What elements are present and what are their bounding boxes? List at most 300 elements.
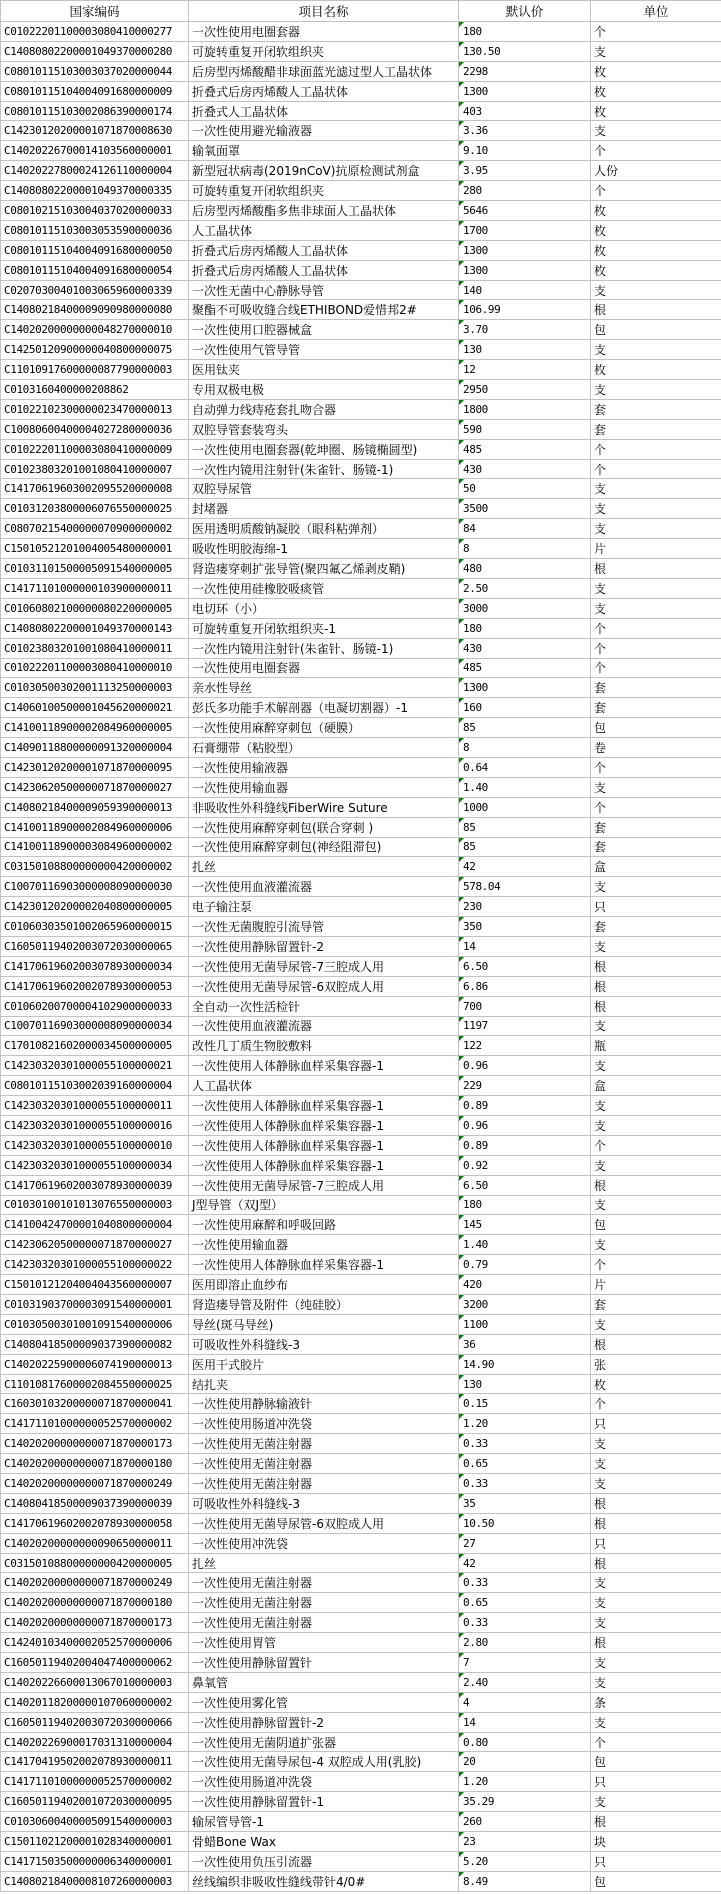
unit-cell[interactable]: 枚 — [591, 220, 721, 240]
name-cell[interactable]: 一次性使用口腔器械盒 — [189, 320, 459, 340]
unit-cell[interactable]: 只 — [591, 1533, 721, 1553]
default-price-cell[interactable] — [459, 181, 591, 201]
code-cell[interactable]: C01022201100003080410000010 — [1, 658, 189, 678]
name-cell[interactable]: 一次性使用无菌导尿管-6双腔成人用 — [189, 1513, 459, 1533]
code-cell[interactable]: C14230120200001071870008630 — [1, 121, 189, 141]
column-header-unit[interactable]: 单位 — [591, 1, 721, 22]
unit-cell[interactable]: 根 — [591, 976, 721, 996]
unit-cell[interactable]: 个 — [591, 638, 721, 658]
default-price-cell[interactable] — [459, 1513, 591, 1533]
default-price-cell[interactable] — [459, 1553, 591, 1573]
code-cell[interactable]: C14170619602003078930000034 — [1, 956, 189, 976]
name-cell[interactable]: 一次性使用麻醉穿刺包(联合穿刺 ) — [189, 817, 459, 837]
name-cell[interactable]: 医用钛夹 — [189, 360, 459, 380]
name-cell[interactable]: 电切环（小） — [189, 598, 459, 618]
unit-cell[interactable]: 个 — [591, 1135, 721, 1155]
unit-cell[interactable]: 枚 — [591, 240, 721, 260]
name-cell[interactable]: 新型冠状病毒(2019nCoV)抗原检测试剂盒 — [189, 161, 459, 181]
code-cell[interactable]: C14020200000000090650000011 — [1, 1533, 189, 1553]
unit-cell[interactable]: 套 — [591, 837, 721, 857]
code-cell[interactable]: C14090118800000091320000004 — [1, 738, 189, 758]
unit-cell[interactable]: 支 — [591, 1474, 721, 1494]
default-price-cell[interactable] — [459, 1215, 591, 1235]
default-price-cell[interactable] — [459, 638, 591, 658]
unit-cell[interactable]: 支 — [591, 479, 721, 499]
default-price-cell[interactable] — [459, 658, 591, 678]
default-price-cell[interactable] — [459, 439, 591, 459]
default-price-cell[interactable] — [459, 1235, 591, 1255]
default-price-cell[interactable] — [459, 837, 591, 857]
unit-cell[interactable]: 支 — [591, 1115, 721, 1135]
default-price-cell[interactable] — [459, 1354, 591, 1374]
unit-cell[interactable]: 支 — [591, 1434, 721, 1454]
unit-cell[interactable]: 个 — [591, 1732, 721, 1752]
name-cell[interactable]: 肾造瘘穿刺扩张导管(聚四氟乙烯剥皮鞘) — [189, 559, 459, 579]
code-cell[interactable]: C01030100101013076550000003 — [1, 1195, 189, 1215]
unit-cell[interactable]: 套 — [591, 917, 721, 937]
unit-cell[interactable]: 套 — [591, 817, 721, 837]
name-cell[interactable]: 彭氏多功能手术解剖器（电凝切割器）-1 — [189, 698, 459, 718]
name-cell[interactable]: 双腔导管套装弯头 — [189, 419, 459, 439]
unit-cell[interactable]: 支 — [591, 499, 721, 519]
code-cell[interactable]: C03150108800000000420000005 — [1, 1553, 189, 1573]
name-cell[interactable]: 后房型丙烯酸酯多焦非球面人工晶状体 — [189, 201, 459, 221]
code-cell[interactable]: C14171101000000103900000011 — [1, 578, 189, 598]
default-price-cell[interactable] — [459, 1672, 591, 1692]
code-cell[interactable]: C14100118900002084960000006 — [1, 817, 189, 837]
name-cell[interactable]: 一次性无菌中心静脉导管 — [189, 280, 459, 300]
code-cell[interactable]: C17010821602000034500000005 — [1, 1036, 189, 1056]
name-cell[interactable]: 自动弹力线痔疮套扎吻合器 — [189, 399, 459, 419]
default-price-cell[interactable] — [459, 22, 591, 42]
code-cell[interactable]: C01023803201001080410000011 — [1, 638, 189, 658]
unit-cell[interactable]: 根 — [591, 1513, 721, 1533]
code-cell[interactable]: C14080218400008107260000003 — [1, 1871, 189, 1891]
unit-cell[interactable]: 支 — [591, 1235, 721, 1255]
default-price-cell[interactable] — [459, 1792, 591, 1812]
unit-cell[interactable]: 支 — [591, 1653, 721, 1673]
code-cell[interactable]: C14020226700014103560000001 — [1, 141, 189, 161]
unit-cell[interactable]: 套 — [591, 698, 721, 718]
unit-cell[interactable]: 支 — [591, 1155, 721, 1175]
name-cell[interactable]: 一次性使用输血器 — [189, 1235, 459, 1255]
unit-cell[interactable]: 枚 — [591, 61, 721, 81]
code-cell[interactable]: C08010115104004091680000054 — [1, 260, 189, 280]
name-cell[interactable]: J型导管（双J型） — [189, 1195, 459, 1215]
default-price-cell[interactable] — [459, 976, 591, 996]
unit-cell[interactable]: 只 — [591, 1772, 721, 1792]
code-cell[interactable]: C16050119402003072030000065 — [1, 936, 189, 956]
name-cell[interactable]: 一次性使用冲洗袋 — [189, 1533, 459, 1553]
default-price-cell[interactable] — [459, 399, 591, 419]
default-price-cell[interactable] — [459, 1832, 591, 1852]
default-price-cell[interactable] — [459, 1454, 591, 1474]
code-cell[interactable]: C14020226900017031310000004 — [1, 1732, 189, 1752]
unit-cell[interactable]: 卷 — [591, 738, 721, 758]
code-cell[interactable]: C08010115104004091680000009 — [1, 81, 189, 101]
unit-cell[interactable]: 支 — [591, 280, 721, 300]
name-cell[interactable]: 扎丝 — [189, 1553, 459, 1573]
code-cell[interactable]: C01022201100003080410000009 — [1, 439, 189, 459]
code-cell[interactable]: C08070215400000070900000002 — [1, 519, 189, 539]
default-price-cell[interactable] — [459, 857, 591, 877]
name-cell[interactable]: 石膏绷带（粘胶型） — [189, 738, 459, 758]
unit-cell[interactable]: 张 — [591, 1354, 721, 1374]
code-cell[interactable]: C0103160400000208862 — [1, 380, 189, 400]
unit-cell[interactable]: 支 — [591, 1454, 721, 1474]
unit-cell[interactable]: 包 — [591, 718, 721, 738]
default-price-cell[interactable] — [459, 1434, 591, 1454]
unit-cell[interactable]: 支 — [591, 519, 721, 539]
unit-cell[interactable]: 只 — [591, 897, 721, 917]
name-cell[interactable]: 双腔导尿管 — [189, 479, 459, 499]
default-price-cell[interactable] — [459, 1036, 591, 1056]
unit-cell[interactable]: 盒 — [591, 857, 721, 877]
unit-cell[interactable]: 支 — [591, 877, 721, 897]
unit-cell[interactable]: 包 — [591, 1752, 721, 1772]
name-cell[interactable]: 一次性使用胃管 — [189, 1633, 459, 1653]
name-cell[interactable]: 一次性无菌腹腔引流导管 — [189, 917, 459, 937]
default-price-cell[interactable] — [459, 1135, 591, 1155]
default-price-cell[interactable] — [459, 360, 591, 380]
code-cell[interactable]: C15010121204004043560000007 — [1, 1275, 189, 1295]
default-price-cell[interactable] — [459, 618, 591, 638]
unit-cell[interactable]: 支 — [591, 380, 721, 400]
name-cell[interactable]: 一次性使用人体静脉血样采集容器-1 — [189, 1096, 459, 1116]
name-cell[interactable]: 一次性使用人体静脉血样采集容器-1 — [189, 1255, 459, 1275]
code-cell[interactable]: C14230620500000071870000027 — [1, 777, 189, 797]
default-price-cell[interactable] — [459, 1414, 591, 1434]
unit-cell[interactable]: 支 — [591, 936, 721, 956]
name-cell[interactable]: 一次性使用麻醉穿刺包(神经阻滞包) — [189, 837, 459, 857]
unit-cell[interactable]: 支 — [591, 41, 721, 61]
code-cell[interactable]: C14230320301000055100000011 — [1, 1096, 189, 1116]
name-cell[interactable]: 可旋转重复开闭软组织夹-1 — [189, 618, 459, 638]
default-price-cell[interactable] — [459, 1613, 591, 1633]
name-cell[interactable]: 一次性使用人体静脉血样采集容器-1 — [189, 1115, 459, 1135]
name-cell[interactable]: 一次性使用静脉留置针-2 — [189, 1712, 459, 1732]
code-cell[interactable]: C14230320301000055100000010 — [1, 1135, 189, 1155]
code-cell[interactable]: C11010917600000087790000003 — [1, 360, 189, 380]
code-cell[interactable]: C01023803201001080410000007 — [1, 459, 189, 479]
code-cell[interactable]: C11010817600002084550000025 — [1, 1374, 189, 1394]
default-price-cell[interactable] — [459, 1573, 591, 1593]
name-cell[interactable]: 一次性使用无菌导尿管-6双腔成人用 — [189, 976, 459, 996]
code-cell[interactable]: C14020118200000107060000002 — [1, 1692, 189, 1712]
default-price-cell[interactable] — [459, 1056, 591, 1076]
unit-cell[interactable]: 片 — [591, 1275, 721, 1295]
unit-cell[interactable]: 片 — [591, 539, 721, 559]
code-cell[interactable]: C14171101000000052570000002 — [1, 1414, 189, 1434]
code-cell[interactable]: C01060303501002065960000015 — [1, 917, 189, 937]
name-cell[interactable]: 一次性使用电圈套器 — [189, 658, 459, 678]
unit-cell[interactable]: 支 — [591, 1672, 721, 1692]
unit-cell[interactable]: 根 — [591, 996, 721, 1016]
code-cell[interactable]: C14171101000000052570000002 — [1, 1772, 189, 1792]
code-cell[interactable]: C14020200000000071870000173 — [1, 1434, 189, 1454]
code-cell[interactable]: C01022102300000023470000013 — [1, 399, 189, 419]
code-cell[interactable]: C14080802200001049370000335 — [1, 181, 189, 201]
unit-cell[interactable]: 根 — [591, 1553, 721, 1573]
default-price-cell[interactable] — [459, 1812, 591, 1832]
unit-cell[interactable]: 枚 — [591, 260, 721, 280]
code-cell[interactable]: C08010115103003053590000036 — [1, 220, 189, 240]
unit-cell[interactable]: 支 — [591, 340, 721, 360]
default-price-cell[interactable] — [459, 419, 591, 439]
code-cell[interactable]: C14080218400009090980000080 — [1, 300, 189, 320]
name-cell[interactable]: 一次性使用无菌导尿包-4 双腔成人用(乳胶) — [189, 1752, 459, 1772]
code-cell[interactable]: C14020200000000071870000180 — [1, 1454, 189, 1474]
default-price-cell[interactable] — [459, 340, 591, 360]
default-price-cell[interactable] — [459, 1692, 591, 1712]
code-cell[interactable]: C14170419502002078930000011 — [1, 1752, 189, 1772]
code-cell[interactable]: C16050119402004047400000062 — [1, 1653, 189, 1673]
unit-cell[interactable]: 支 — [591, 1613, 721, 1633]
code-cell[interactable]: C14230320301000055100000016 — [1, 1115, 189, 1135]
name-cell[interactable]: 一次性使用人体静脉血样采集容器-1 — [189, 1135, 459, 1155]
name-cell[interactable]: 一次性使用肠道冲洗袋 — [189, 1772, 459, 1792]
name-cell[interactable]: 一次性使用静脉留置针 — [189, 1653, 459, 1673]
unit-cell[interactable]: 支 — [591, 1593, 721, 1613]
unit-cell[interactable]: 人份 — [591, 161, 721, 181]
name-cell[interactable]: 一次性使用血液灌流器 — [189, 877, 459, 897]
default-price-cell[interactable] — [459, 1493, 591, 1513]
name-cell[interactable]: 一次性使用避光输液器 — [189, 121, 459, 141]
name-cell[interactable]: 人工晶状体 — [189, 220, 459, 240]
default-price-cell[interactable] — [459, 260, 591, 280]
default-price-cell[interactable] — [459, 1334, 591, 1354]
code-cell[interactable]: C01030600400005091540000003 — [1, 1812, 189, 1832]
code-cell[interactable]: C14020225900006074190000013 — [1, 1354, 189, 1374]
default-price-cell[interactable] — [459, 280, 591, 300]
name-cell[interactable]: 一次性使用电圈套器(乾坤圈、肠镜椭圆型) — [189, 439, 459, 459]
unit-cell[interactable]: 根 — [591, 1334, 721, 1354]
code-cell[interactable]: C01060802100000080220000005 — [1, 598, 189, 618]
name-cell[interactable]: 扎丝 — [189, 857, 459, 877]
code-cell[interactable]: C14100118900003084960000002 — [1, 837, 189, 857]
default-price-cell[interactable] — [459, 380, 591, 400]
default-price-cell[interactable] — [459, 917, 591, 937]
unit-cell[interactable]: 个 — [591, 181, 721, 201]
name-cell[interactable]: 电子输注泵 — [189, 897, 459, 917]
code-cell[interactable]: C14100118900002084960000005 — [1, 718, 189, 738]
default-price-cell[interactable] — [459, 877, 591, 897]
default-price-cell[interactable] — [459, 956, 591, 976]
name-cell[interactable]: 吸收性明胶海绵-1 — [189, 539, 459, 559]
code-cell[interactable]: C14080418500009037390000039 — [1, 1493, 189, 1513]
code-cell[interactable]: C14250120900000040800000075 — [1, 340, 189, 360]
code-cell[interactable]: C08010215103004037020000033 — [1, 201, 189, 221]
code-cell[interactable]: C14080802200001049370000143 — [1, 618, 189, 638]
code-cell[interactable]: C16030103200000071870000041 — [1, 1394, 189, 1414]
default-price-cell[interactable] — [459, 718, 591, 738]
unit-cell[interactable]: 个 — [591, 22, 721, 42]
code-cell[interactable]: C14020200000000071870000180 — [1, 1593, 189, 1613]
code-cell[interactable]: C10070116903000008090000030 — [1, 877, 189, 897]
default-price-cell[interactable] — [459, 1752, 591, 1772]
name-cell[interactable]: 一次性使用麻醉穿刺包（硬膜） — [189, 718, 459, 738]
name-cell[interactable]: 可吸收性外科缝线-3 — [189, 1334, 459, 1354]
name-cell[interactable]: 一次性使用静脉输液针 — [189, 1394, 459, 1414]
default-price-cell[interactable] — [459, 757, 591, 777]
default-price-cell[interactable] — [459, 559, 591, 579]
unit-cell[interactable]: 枚 — [591, 81, 721, 101]
unit-cell[interactable]: 套 — [591, 678, 721, 698]
name-cell[interactable]: 一次性使用人体静脉血样采集容器-1 — [189, 1155, 459, 1175]
name-cell[interactable]: 肾造瘘导管及附件（纯硅胶） — [189, 1295, 459, 1315]
code-cell[interactable]: C14170619602002078930000058 — [1, 1513, 189, 1533]
default-price-cell[interactable] — [459, 459, 591, 479]
default-price-cell[interactable] — [459, 1474, 591, 1494]
default-price-cell[interactable] — [459, 1633, 591, 1653]
unit-cell[interactable]: 包 — [591, 1215, 721, 1235]
code-cell[interactable]: C14230120200001071870000095 — [1, 757, 189, 777]
name-cell[interactable]: 一次性内镜用注射针(朱雀针、肠镜-1) — [189, 459, 459, 479]
unit-cell[interactable]: 个 — [591, 459, 721, 479]
name-cell[interactable]: 导丝(斑马导丝) — [189, 1314, 459, 1334]
name-cell[interactable]: 一次性使用无菌导尿管-7三腔成人用 — [189, 956, 459, 976]
name-cell[interactable]: 折叠式后房丙烯酸人工晶状体 — [189, 260, 459, 280]
code-cell[interactable]: C14240103400002052570000006 — [1, 1633, 189, 1653]
name-cell[interactable]: 专用双极电极 — [189, 380, 459, 400]
code-cell[interactable]: C14080802200001049370000280 — [1, 41, 189, 61]
name-cell[interactable]: 一次性使用血液灌流器 — [189, 1016, 459, 1036]
unit-cell[interactable]: 支 — [591, 1096, 721, 1116]
default-price-cell[interactable] — [459, 479, 591, 499]
unit-cell[interactable]: 包 — [591, 320, 721, 340]
code-cell[interactable]: C16050119402003072030000066 — [1, 1712, 189, 1732]
default-price-cell[interactable] — [459, 61, 591, 81]
default-price-cell[interactable] — [459, 1115, 591, 1135]
default-price-cell[interactable] — [459, 1772, 591, 1792]
unit-cell[interactable]: 块 — [591, 1832, 721, 1852]
code-cell[interactable]: C10070116903000008090000034 — [1, 1016, 189, 1036]
default-price-cell[interactable] — [459, 1076, 591, 1096]
unit-cell[interactable]: 支 — [591, 598, 721, 618]
name-cell[interactable]: 丝线编织非吸收性缝线带针4/0# — [189, 1871, 459, 1891]
name-cell[interactable]: 一次性使用无菌注射器 — [189, 1434, 459, 1454]
code-cell[interactable]: C03150108800000000420000002 — [1, 857, 189, 877]
default-price-cell[interactable] — [459, 240, 591, 260]
unit-cell[interactable]: 包 — [591, 1871, 721, 1891]
name-cell[interactable]: 折叠式后房丙烯酸人工晶状体 — [189, 81, 459, 101]
code-cell[interactable]: C14230120200002040800000005 — [1, 897, 189, 917]
unit-cell[interactable]: 个 — [591, 797, 721, 817]
default-price-cell[interactable] — [459, 1712, 591, 1732]
code-cell[interactable]: C14020200000000071870000249 — [1, 1573, 189, 1593]
unit-cell[interactable]: 个 — [591, 141, 721, 161]
code-cell[interactable]: C14230320301000055100000021 — [1, 1056, 189, 1076]
code-cell[interactable]: C14020200000000071870000249 — [1, 1474, 189, 1494]
default-price-cell[interactable] — [459, 1374, 591, 1394]
name-cell[interactable]: 输尿管导管-1 — [189, 1812, 459, 1832]
name-cell[interactable]: 一次性使用负压引流器 — [189, 1851, 459, 1871]
code-cell[interactable]: C10080600400004027280000036 — [1, 419, 189, 439]
name-cell[interactable]: 骨蜡Bone Wax — [189, 1832, 459, 1852]
unit-cell[interactable]: 个 — [591, 439, 721, 459]
code-cell[interactable]: C15010521201004005480000001 — [1, 539, 189, 559]
name-cell[interactable]: 一次性使用电圈套器 — [189, 22, 459, 42]
unit-cell[interactable]: 根 — [591, 1633, 721, 1653]
default-price-cell[interactable] — [459, 817, 591, 837]
name-cell[interactable]: 一次性使用无菌注射器 — [189, 1573, 459, 1593]
unit-cell[interactable]: 只 — [591, 1851, 721, 1871]
name-cell[interactable]: 封堵器 — [189, 499, 459, 519]
name-cell[interactable]: 一次性使用无菌阴道扩张器 — [189, 1732, 459, 1752]
default-price-cell[interactable] — [459, 1096, 591, 1116]
default-price-cell[interactable] — [459, 598, 591, 618]
unit-cell[interactable]: 支 — [591, 578, 721, 598]
code-cell[interactable]: C01031101500005091540000005 — [1, 559, 189, 579]
code-cell[interactable]: C14060100500001045620000021 — [1, 698, 189, 718]
name-cell[interactable]: 一次性使用输液器 — [189, 757, 459, 777]
unit-cell[interactable]: 套 — [591, 399, 721, 419]
unit-cell[interactable]: 套 — [591, 1295, 721, 1315]
unit-cell[interactable]: 条 — [591, 1692, 721, 1712]
default-price-cell[interactable] — [459, 996, 591, 1016]
name-cell[interactable]: 可旋转重复开闭软组织夹 — [189, 181, 459, 201]
column-header-default-price[interactable]: 默认价 — [459, 1, 591, 22]
default-price-cell[interactable] — [459, 1314, 591, 1334]
code-cell[interactable]: C14020227800024126110000004 — [1, 161, 189, 181]
column-header-item-name[interactable]: 项目名称 — [189, 1, 459, 22]
default-price-cell[interactable] — [459, 519, 591, 539]
default-price-cell[interactable] — [459, 698, 591, 718]
unit-cell[interactable]: 个 — [591, 658, 721, 678]
code-cell[interactable]: C14230320301000055100000034 — [1, 1155, 189, 1175]
name-cell[interactable]: 聚酯不可吸收缝合线ETHIBOND爱惜邦2# — [189, 300, 459, 320]
default-price-cell[interactable] — [459, 1851, 591, 1871]
code-cell[interactable]: C15011021200001028340000001 — [1, 1832, 189, 1852]
default-price-cell[interactable] — [459, 1175, 591, 1195]
default-price-cell[interactable] — [459, 499, 591, 519]
default-price-cell[interactable] — [459, 1871, 591, 1891]
unit-cell[interactable]: 根 — [591, 300, 721, 320]
default-price-cell[interactable] — [459, 300, 591, 320]
unit-cell[interactable]: 根 — [591, 1812, 721, 1832]
default-price-cell[interactable] — [459, 1653, 591, 1673]
unit-cell[interactable]: 支 — [591, 1195, 721, 1215]
default-price-cell[interactable] — [459, 1255, 591, 1275]
name-cell[interactable]: 可旋转重复开闭软组织夹 — [189, 41, 459, 61]
unit-cell[interactable]: 根 — [591, 559, 721, 579]
name-cell[interactable]: 医用干式胶片 — [189, 1354, 459, 1374]
unit-cell[interactable]: 盒 — [591, 1076, 721, 1096]
default-price-cell[interactable] — [459, 161, 591, 181]
unit-cell[interactable]: 支 — [591, 121, 721, 141]
name-cell[interactable]: 一次性使用静脉留置针-2 — [189, 936, 459, 956]
code-cell[interactable]: C08010115103003037020000044 — [1, 61, 189, 81]
unit-cell[interactable]: 支 — [591, 1573, 721, 1593]
unit-cell[interactable]: 枚 — [591, 360, 721, 380]
name-cell[interactable]: 一次性使用肠道冲洗袋 — [189, 1414, 459, 1434]
unit-cell[interactable]: 瓶 — [591, 1036, 721, 1056]
code-cell[interactable]: C14230320301000055100000022 — [1, 1255, 189, 1275]
name-cell[interactable]: 可吸收性外科缝线-3 — [189, 1493, 459, 1513]
name-cell[interactable]: 一次性使用气管导管 — [189, 340, 459, 360]
unit-cell[interactable]: 个 — [591, 618, 721, 638]
default-price-cell[interactable] — [459, 121, 591, 141]
code-cell[interactable]: C01030500302001113250000003 — [1, 678, 189, 698]
name-cell[interactable]: 一次性使用麻醉和呼吸回路 — [189, 1215, 459, 1235]
name-cell[interactable]: 一次性使用静脉留置针-1 — [189, 1792, 459, 1812]
code-cell[interactable]: C08010115103002039160000004 — [1, 1076, 189, 1096]
default-price-cell[interactable] — [459, 678, 591, 698]
code-cell[interactable]: C02070300401003065960000339 — [1, 280, 189, 300]
unit-cell[interactable]: 支 — [591, 777, 721, 797]
name-cell[interactable]: 一次性使用输血器 — [189, 777, 459, 797]
code-cell[interactable]: C14171503500000006340000001 — [1, 1851, 189, 1871]
